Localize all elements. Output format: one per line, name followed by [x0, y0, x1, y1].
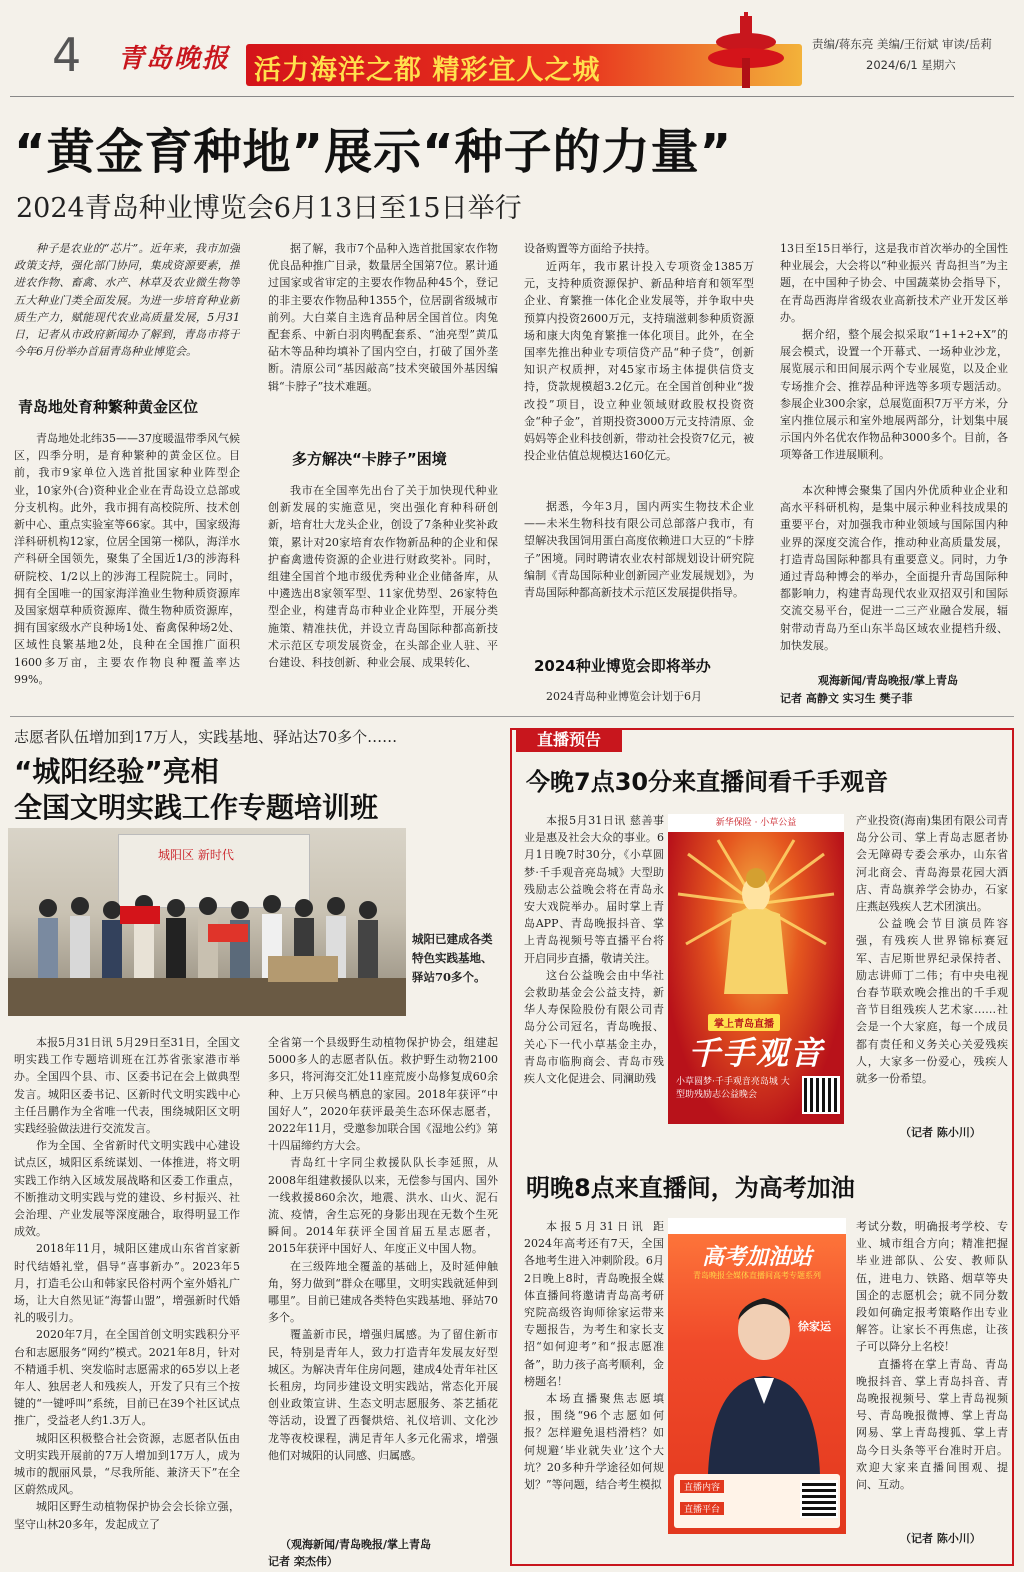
broadcast-tag: 直播预告	[516, 728, 622, 752]
broadcast1-headline: 今晚7点30分来直播间看千手观音	[526, 768, 889, 796]
poster2-topbar	[668, 1218, 846, 1234]
broadcast1-text-right: 产业投资(海南)集团有限公司青岛分公司、掌上青岛志愿者协会无障碍专委会承办，山东省河北商会、青岛海景花园大酒店、青岛旗养学会协办，石家庄燕赵残疾人艺术团演出。 公益晚会节目演员阵容强，有残疾人世界锦标赛冠军、吉尼斯世界纪录保持者、励志讲师丁二伟；有中央电视台春节联欢晚会推出的千手观音节目组残疾人艺术家……社会是一个大家庭，每一个成员都有责任和义务关心关爱残疾人，大家多一份爱心，残疾人就多一份希望。	[856, 814, 1008, 1086]
gaokao-poster	[668, 1218, 846, 1534]
broadcast2-headline: 明晚8点来直播间，为高考加油	[526, 1174, 855, 1202]
tower-landmark-icon	[700, 12, 792, 88]
chengyang-col2: 全省第一个县级野生动植物保护协会，组建起5000多人的志愿者队伍。救护野生动物2100多只，将河海交汇处11座荒废小岛修复成60余种、上万只候鸟栖息的家园。2018年获评“中国好人”，2020年获评最美生态环保志愿者，2022年11月，受邀参加联合国《湿地公约》第十四届缔约方大会。 青岛红十字同尘救援队队长李延照，从2008年组建救援队以来，无偿参与国内、国外一线救援860余次，地震、洪水、山火、泥石流、疫情，舍生忘死的身影出现在无数个生死瞬间。2014年获评全国首届五星志愿者，2015年获评中国好人、年度正义中国人物。 在三级阵地全覆盖的基础上，及时延伸触角，努力做到“群众在哪里，文明实践就延伸到哪里”。目前已建成各类特色实践基地、驿站70多个。 覆盖新市民，增强归属感。为了留住新市民，特别是青年人，致力打造青年发展友好型城区。为解决青年住房问题，建成4处青年社区长租房，均同步建设文明实践站，常态化开展创业政策宣讲、生态文明志愿服务、茶艺插花等活动，设置了西餐烘焙、礼仪培训、文化沙龙等夜校课程，满足青年人多元化需求，增强他们对城阳的认同感、归属感。	[268, 1036, 498, 1462]
lead-subheadline: 2024青岛种业博览会6月13日至15日举行	[16, 193, 522, 224]
lead-col2-bottom: 我市在全国率先出台了关于加快现代种业创新发展的实施意见，突出强化育种科研创新，培育壮大龙头企业，创设了7条种业奖补政策，累计对20家培育农作物新品种的企业和保护畜禽遗传资源的企业进行财政奖补。同时，组建全国首个地市级优秀种业企业储备库，从中遴选出8家领军型、11家优势型、26家特色型企业，构建青岛市种业企业阵型，开展分类施策、精准扶优，并设立青岛国际种都高新技术示范区专项发展资金，在头部企业人驻、平台建设、科技创新、种业会展、成果转化、	[268, 484, 498, 670]
broadcast1-text-left: 本报5月31日讯 慈善事业是惠及社会大众的事业。6月1日晚7时30分，《小草圆梦·千手观音亮岛城》大型助残励志公益晚会将在青岛永安大戏院举办。届时掌上青岛APP、青岛晚报抖音、掌上青岛视频号等直播平台将开启同步直播，敬请关注。 这台公益晚会由中华社会救助基金会公益支持，新华人寿保险股份有限公司青岛分公司冠名，青岛晚报、关心下一代小草基金主办，青岛市临朐商会、青岛市残疾人文化促进会、同澜助残	[524, 814, 664, 1086]
chengyang-photo	[8, 828, 406, 1016]
broadcast1-credit: （记者 陈小川）	[900, 1126, 981, 1139]
qianshou-poster	[668, 814, 844, 1124]
poster2-guest: 徐家运	[798, 1320, 831, 1333]
chengyang-headline-2: 全国文明实践工作专题培训班	[14, 791, 379, 824]
lead-col3-top: 设备购置等方面给予扶持。	[524, 242, 656, 255]
chengyang-col1: 本报5月31日讯 5月29日至31日，全国文明实践工作专题培训班在江苏省张家港市举办。全国四个县、市、区委书记在会上做典型发言。城阳区委书记、区新时代文明实践中心主任吕鹏作为全省唯一代表，围绕城阳区文明实践经验做法进行交流发言。 作为全国、全省新时代文明实践中心建设试点区，城阳区系统谋划、一体推进，将文明实践工作纳入区域发展战略和区委工作重点，不断推动文明实践与党的建设、乡村振兴、社会治理、产业发展等深度融合，取得明显工作成效。 2018年11月，城阳区建成山东省首家新时代结婚礼堂，倡导“喜事新办”。2023年5月，打造毛公山和韩家民俗村两个室外婚礼广场，让大自然见证“海誓山盟”，增强新时代婚礼的吸引力。 2020年7月，在全国首创文明实践积分平台和志愿服务“网约”模式。2021年8月，针对不精通手机、突发临时志愿需求的65岁以上老年人、独居老人和残疾人，开发了只有三个按键的“一键呼叫”系统，目前已在39个社区试点推广，受益老人约1.3万人。 城阳区积极整合社会资源，志愿者队伍由文明实践开展前的7万人增加到17万人，成为城市的靓丽风景，“尽我所能、兼济天下”在全区蔚然成风。 城阳区野生动植物保护协会会长徐立强，坚守山林20多年，发起成立了	[14, 1036, 240, 1531]
broadcast2-credit: （记者 陈小川）	[900, 1532, 981, 1545]
poster2-subtitle: 青岛晚报全媒体直播间高考专题系列	[693, 1271, 821, 1280]
editor-credits: 责编/蒋东亮 美编/王衍斌 审读/岳莉	[812, 37, 992, 51]
poster2-qr-code	[800, 1480, 838, 1518]
poster1-subtitle: 小草圆梦·千手观音亮岛城 大型助残励志公益晚会	[676, 1077, 790, 1100]
chengyang-headline-1: “城阳经验”亮相	[14, 755, 219, 788]
lead-headline: “黄金育种地”展示“种子的力量”	[14, 124, 733, 180]
people-group-icon	[8, 828, 406, 1016]
lead-col3-mid: 近两年，我市累计投入专项资金1385万元，支持种质资源保护、新品种培育和领军型企业、育繁推一体化企业发展等，并争取中央预算内投资2600万元，支持瑞滋刺参种质资源场和康大肉兔育繁推一体化项目。此外，在全国率先推出种业专项信贷产品“种子贷”，创新知识产权质押，对45家市场主体提供信贷支持，贷款规模超3.2亿元。在全国首创种业“拨改投”项目，设立种业领域财政股权投资资金“种子金”，首期投资3000万元支持清原、金妈妈等企业科技创新，带动社会投资7亿元，被投企业估值总规模达160亿元。	[524, 260, 754, 463]
page-number: 4	[52, 28, 82, 82]
chengyang-kicker: 志愿者队伍增加到17万人，实践基地、驿站达70多个……	[14, 728, 398, 746]
lead-subhead-1: 青岛地处育种繁种黄金区位	[18, 398, 199, 416]
lead-subhead-2: 多方解决“卡脖子”困境	[292, 450, 447, 468]
photo-caption: 城阳已建成各类特色实践基地、驿站70多个。	[412, 932, 493, 984]
lead-col4: 13日至15日举行，这是我市首次举办的全国性种业展会，大会将以“种业振兴 青岛担当”为主题，在中国种子协会、中国蔬菜协会指导下，在青岛西海岸省级农业高新技术产业开发区举办。	[780, 242, 1008, 324]
poster1-logos: 新华保险 · 小草公益	[668, 814, 844, 832]
chengyang-credit-outlet: （观海新闻/青岛晚报/掌上青岛	[280, 1538, 432, 1551]
poster1-title: 千手观音	[687, 1034, 824, 1072]
masthead-rule	[10, 96, 1014, 97]
lead-subhead-3: 2024种业博览会即将举办	[534, 657, 711, 675]
section-divider	[10, 716, 1014, 717]
poster1-badge: 掌上青岛直播	[708, 1014, 780, 1031]
presenter-portrait-icon	[668, 1284, 846, 1474]
broadcast2-text-right: 考试分数，明确报考学校、专业、城市组合方向；精准把握毕业进部队、公安、教师队伍，进电力、铁路、烟草等央国企的志愿机会；就不同分数段如何确定报考策略作出专业解答。让家长不再焦虑，让孩子可以降分上名校！ 直播将在掌上青岛、青岛晚报抖音、掌上青岛抖音、青岛晚报视频号、掌上青岛视频号、青岛晚报微博、掌上青岛网易、掌上青岛搜狐、掌上青岛今日头条等平台准时开启。欢迎大家来直播间围观、提问、互动。	[856, 1220, 1008, 1492]
broadcast2-text-left: 本报5月31日讯 距2024年高考还有7天，全国各地考生进入冲刺阶段。6月2日晚上8时，青岛晚报全媒体直播间将邀请青岛高考研究院高级咨询师徐家运带来专题报告，为考生和家长支招“如何迎考”和“报志愿准备”，助力孩子高考顺利，金榜题名！ 本场直播聚焦志愿填报，围绕“96个志愿如何报？怎样避免退档滑档？如何规避‘毕业就失业’这个大坑？20多种升学途径如何规划？”等问题，结合考生模拟	[524, 1220, 664, 1492]
newspaper-logo: 青岛晚报	[118, 44, 231, 74]
lead-col4c: 本次种博会聚集了国内外优质种业企业和高水平科研机构，是集中展示种业科技成果的重要平台，对加强我市种业领域与国际国内种业界的深度交流合作，推动种业高质量发展，打造青岛国际种都具有重要意义。同时，力争通过青岛种博会的举办，全面提升青岛国际种都影响力，构建青岛现代农业双招双引和国际交流交易平台，促进一二三产业融合发展，辐射带动青岛乃至山东半岛区域农业提档升级、加快发展。	[780, 484, 1008, 652]
banner-slogan: 活力海洋之都 精彩宜人之城	[254, 55, 601, 86]
poster2-title: 高考加油站	[701, 1245, 812, 1270]
poster2-info2: 直播平台	[680, 1502, 724, 1515]
lead-col2-top: 据了解，我市7个品种入选首批国家农作物优良品种推广目录，数量居全国第7位。累计通过国家或省审定的主要农作物品种45个，登记的非主要农作物品种1355个，位居副省级城市前列。大白菜自主选育品种居全国首位。肉兔配套系、中新白羽肉鸭配套系、“油亮型”黄瓜砧木等品种均填补了国内空白，打破了国外垄断。清原公司“基因敲高”技术突破国外基因编辑“卡脖子”技术难题。	[268, 242, 498, 393]
lead-col3-bottom: 2024青岛种业博览会计划于6月	[546, 690, 702, 703]
lead-col1-intro: 种子是农业的“芯片”。近年来，我市加强政策支持，强化部门协同，集成资源要素，推进农作物、畜禽、水产、林草及农业微生物等五大种业门类全面发展。为进一步培育种业新质生产力，赋能现代农业高质量发展，5月31日，记者从市政府新闻办了解到，青岛市将于今年6月份举办首届青岛种业博览会。	[14, 242, 240, 359]
chengyang-credit-reporter: 记者 栾杰伟）	[268, 1555, 338, 1568]
photo-backdrop-text: 城阳区 新时代	[158, 848, 234, 862]
lead-col1-body: 青岛地处北纬35——37度暖温带季风气候区，四季分明，是育种繁种的黄金区位。目前，我市9家单位入选首批国家种业阵型企业，10家外(合)资种业企业在青岛设立总部或分支机构。此外，我市拥有高校院所、技术创新中心、重点实验室等66家。其中，国家级海洋科研机构12家，位居全国第一梯队，海洋水产科研全国领先，聚集了全国近1/3的涉海科研院校、1/2以上的涉海工程院院士。同时，拥有全国唯一的国家海洋渔业生物种质资源库及国家烟草种质资源库、微生物种质资源库，拥有国家级水产良种场1处、畜禽保种场2处、区域性良繁基地2处，良种在全国推广面积1600多万亩，主要农作物良种覆盖率达99%。	[14, 432, 240, 686]
poster1-qr-code	[802, 1076, 840, 1114]
lead-credit-outlet: 观海新闻/青岛晚报/掌上青岛	[818, 674, 959, 687]
issue-date: 2024/6/1 星期六	[866, 58, 956, 72]
lead-col4b: 据介绍，整个展会拟采取“1+1+2+X”的展会模式，设置一个开幕式、一场种业沙龙，展览展示和田间展示两个专业展览，以及企业专场推介会、推荐品种评选等多项专题活动。参展企业300余家，总展览面积7万平方米，分室内推位展示和室外地展两部分，计划集中展示国内外名优农作物品种3000多个。目前，各项筹备工作进展顺利。	[780, 328, 1008, 462]
poster2-info1: 直播内容	[680, 1480, 724, 1493]
guanyin-figure-icon	[668, 834, 844, 1004]
lead-credit-reporter: 记者 高静文 实习生 樊子菲	[780, 692, 913, 705]
lead-col3-mid2: 据悉，今年3月，国内两实生物技术企业——未米生物科技有限公司总部落户我市，有望解决我国饲用蛋白高度依赖进口大豆的“卡脖子”困境。同时聘请农业农村部规划设计研究院编制《青岛国际种业创新园产业发展规划》，为青岛国际种都高新技术示范区发展提供指导。	[524, 500, 754, 600]
